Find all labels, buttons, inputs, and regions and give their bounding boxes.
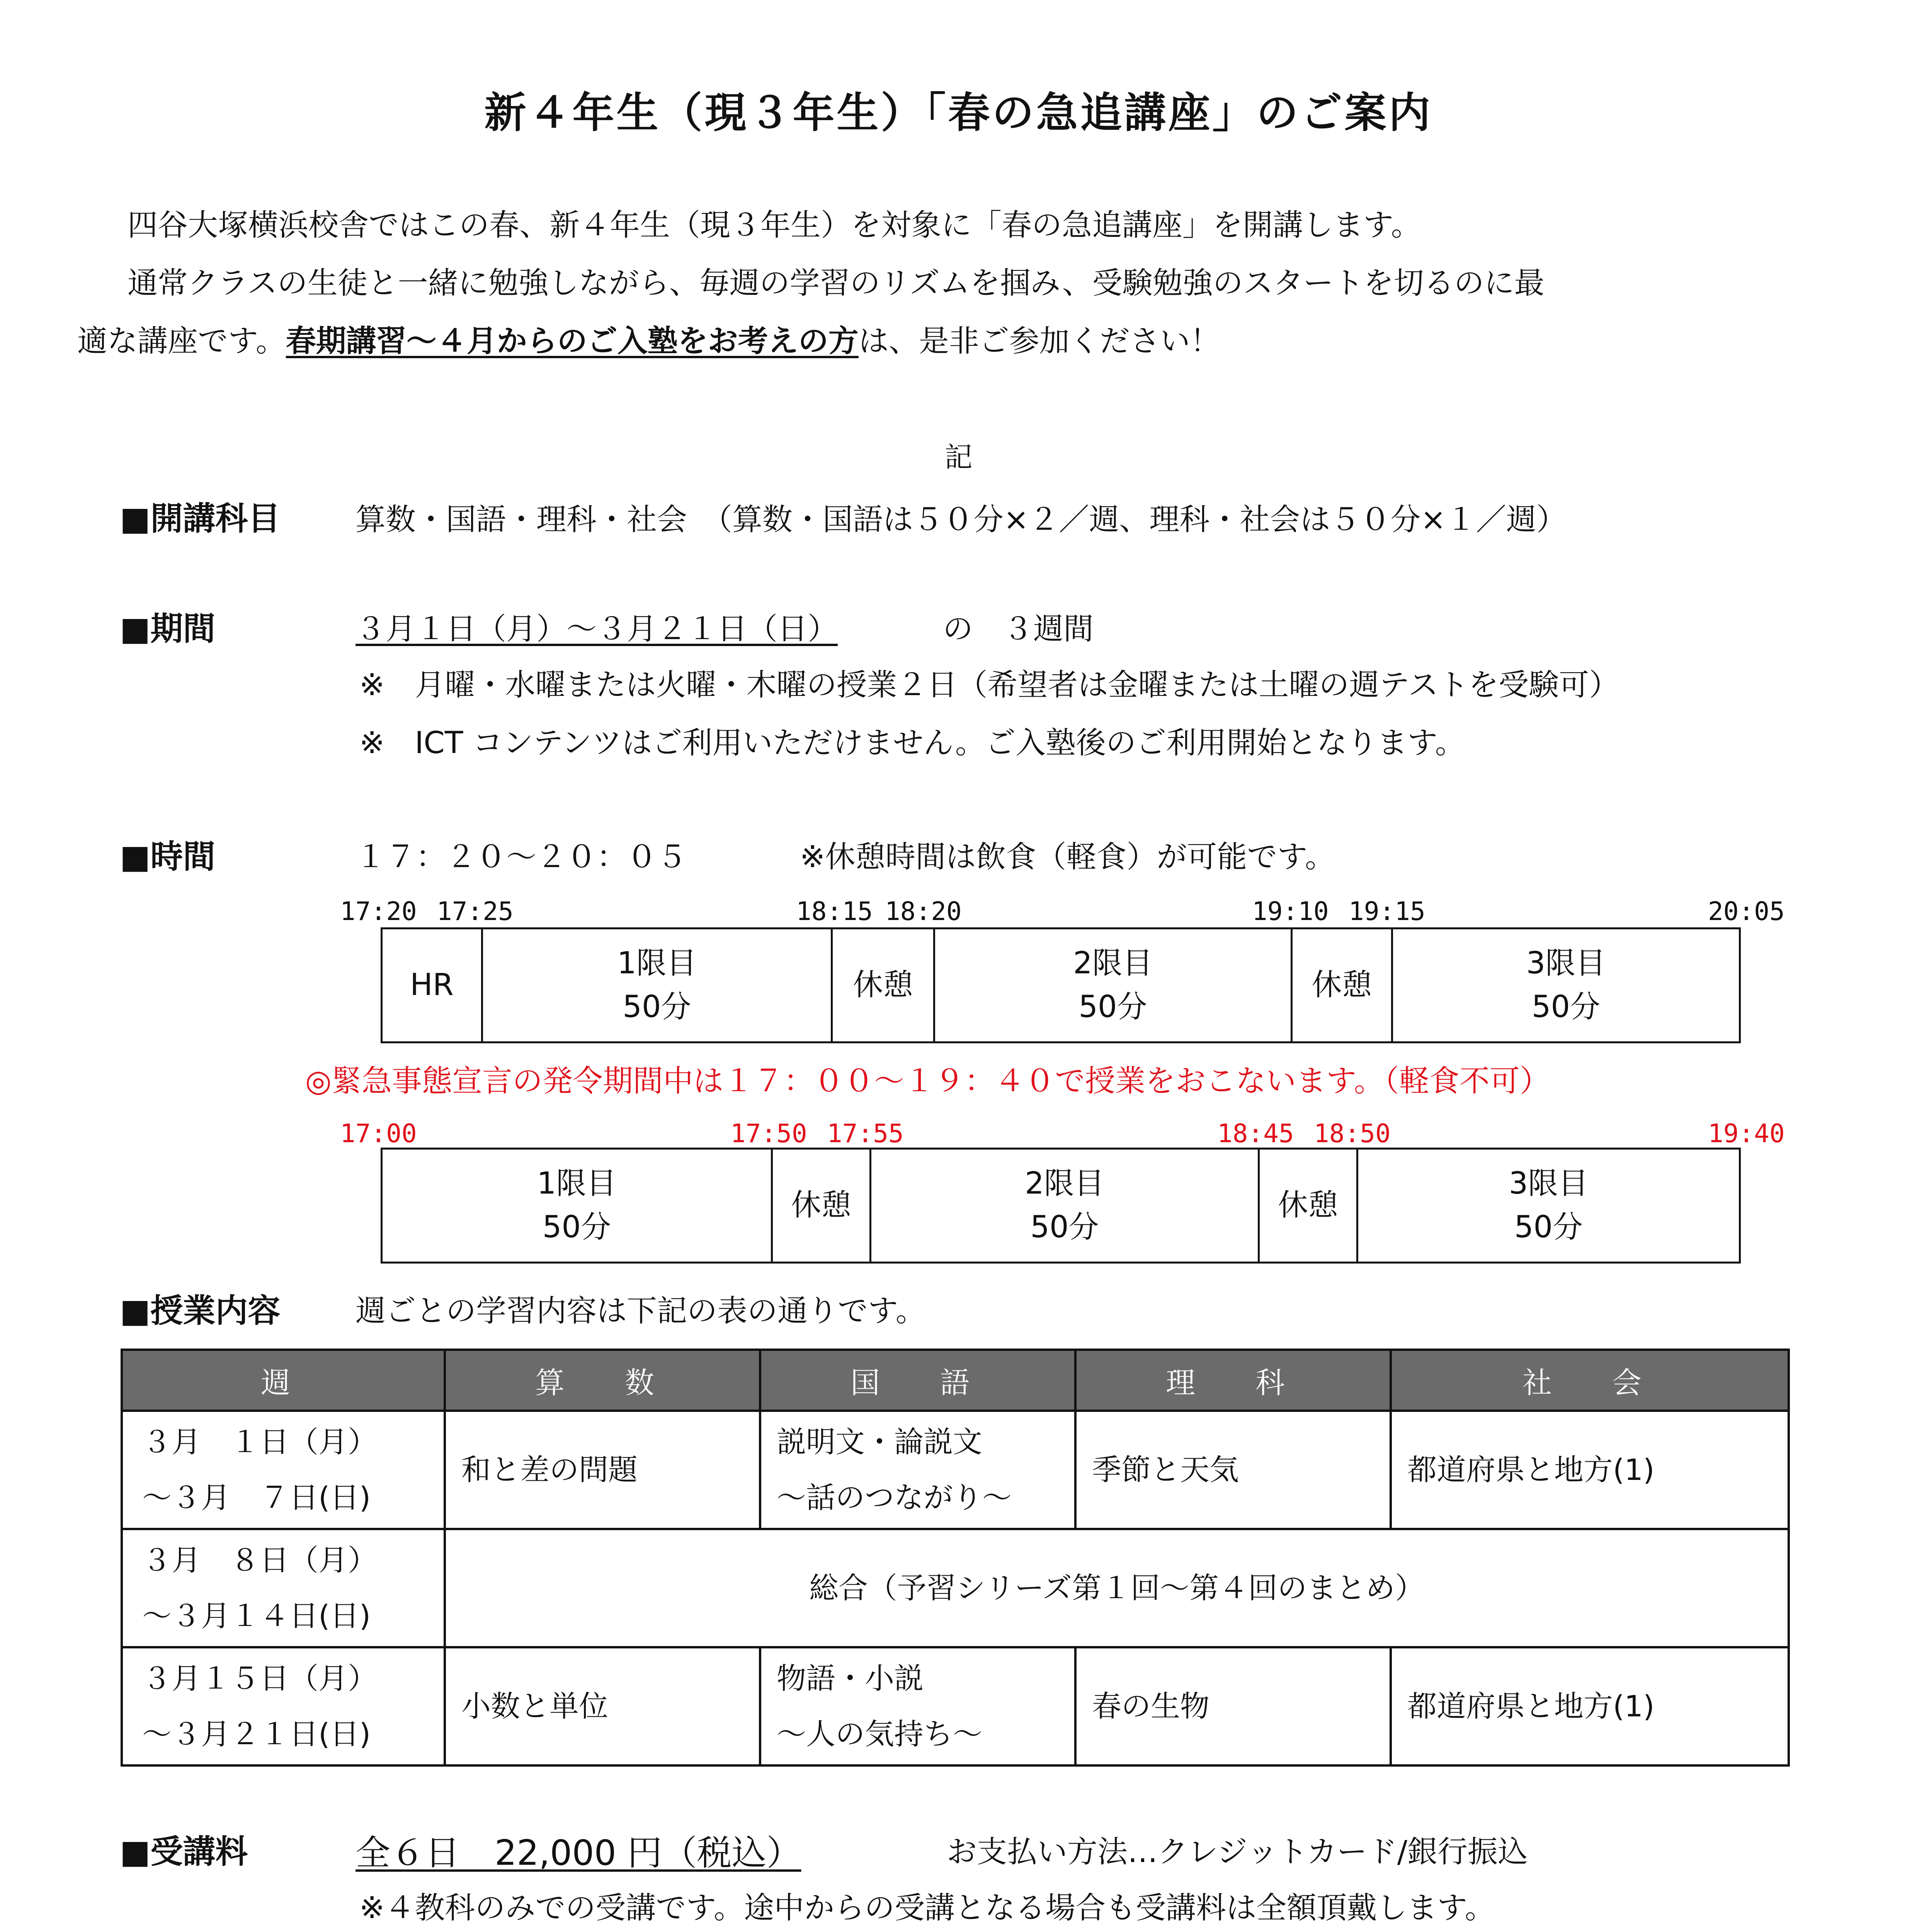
schedule-table — [121, 1349, 1790, 1767]
period-dates: ３月１日（月）～３月２１日（日） — [356, 612, 838, 646]
cell-label: 休憩 — [1277, 1188, 1338, 1223]
fee-payment: お支払い方法…クレジットカード/銀行振込 — [947, 1835, 1528, 1869]
week-cell — [122, 1647, 445, 1765]
week-cell — [122, 1411, 445, 1529]
time-heading: ■時間 — [120, 838, 216, 876]
timeline-cell-period1 — [483, 929, 833, 1041]
header-science: 理 科 — [1075, 1350, 1391, 1411]
table-row — [122, 1647, 1789, 1765]
cell-duration: 50分 — [1531, 990, 1601, 1024]
intro-text: 適な講座です。 — [77, 324, 286, 359]
intro-emphasis: 春期講習～４月からのご入塾をお考えの方 — [286, 324, 859, 359]
timeline-cell-period3 — [1393, 929, 1739, 1041]
time-range: １７：２０～２０：０５ — [356, 840, 687, 874]
timeline1-tick: 20:05 — [1708, 896, 1785, 926]
timeline-cell-period1 — [383, 1150, 773, 1262]
timeline1-tick: 18:20 — [885, 896, 962, 926]
cell-label: 休憩 — [791, 1188, 851, 1223]
table-header-row — [122, 1350, 1789, 1411]
timeline-cell-period2 — [871, 1150, 1260, 1262]
ki-mark: 記 — [944, 441, 973, 473]
japanese-topic: 物語・小説 — [777, 1661, 924, 1696]
table-row — [122, 1411, 1789, 1529]
week-start: ３月１５日（月） — [142, 1661, 377, 1696]
subjects-heading: ■開講科目 — [120, 500, 281, 537]
cell-label: 休憩 — [1311, 968, 1372, 1003]
cell-duration: 50分 — [1514, 1210, 1583, 1245]
timeline-cell-break — [773, 1150, 871, 1262]
timeline-cell-break — [1293, 929, 1393, 1041]
week-start: ３月 １日（月） — [142, 1424, 377, 1459]
japanese-cell — [760, 1647, 1075, 1765]
intro-line-2: 通常クラスの生徒と一緒に勉強しながら、毎週の学習のリズムを掴み、受験勉強のスタートを切るのに最 — [128, 266, 1544, 301]
period-suffix: の ３週間 — [943, 612, 1094, 646]
fee-heading: ■受講料 — [120, 1833, 248, 1871]
timeline2-tick: 18:50 — [1314, 1119, 1391, 1148]
social-cell: 都道府県と地方(1) — [1391, 1647, 1789, 1765]
header-social: 社 会 — [1391, 1350, 1789, 1411]
subjects-text: 算数・国語・理科・社会 （算数・国語は５０分×２／週、理科・社会は５０分×１／週） — [356, 502, 1567, 537]
period-heading: ■期間 — [120, 610, 216, 648]
emergency-note: ◎緊急事態宣言の発令期間中は１７：００～１９：４０で授業をおこないます。（軽食不可） — [305, 1064, 1550, 1099]
week-end: ～３月 ７日(日) — [142, 1480, 371, 1515]
review-cell: 総合（予習シリーズ第１回～第４回のまとめ） — [445, 1529, 1789, 1647]
japanese-cell — [760, 1411, 1075, 1529]
week-start: ３月 ８日（月） — [142, 1543, 377, 1577]
period-note-2: ※ ICT コンテンツはご利用いただけません。ご入塾後のご利用開始となります。 — [359, 726, 1465, 760]
intro-text-end: は、是非ご参加ください！ — [858, 324, 1220, 359]
fee-amount: 全６日 22,000 円（税込） — [356, 1833, 801, 1873]
science-cell: 季節と天気 — [1075, 1411, 1391, 1529]
table-row — [122, 1529, 1789, 1647]
timeline-cell-break — [1260, 1150, 1358, 1262]
cell-duration: 50分 — [1030, 1210, 1099, 1245]
timeline-cell-hr — [383, 929, 483, 1041]
intro-line-3 — [77, 317, 1220, 360]
math-cell: 小数と単位 — [445, 1647, 760, 1765]
header-japanese: 国 語 — [760, 1350, 1075, 1411]
timeline2-tick: 17:00 — [340, 1119, 417, 1148]
content-text: 週ごとの学習内容は下記の表の通りです。 — [356, 1294, 926, 1328]
cell-label: 休憩 — [852, 968, 913, 1003]
japanese-subtopic: ～話のつながり～ — [777, 1480, 1012, 1515]
header-math: 算 数 — [445, 1350, 760, 1411]
content-heading: ■授業内容 — [120, 1292, 281, 1330]
cell-label: 1限目 — [537, 1166, 617, 1201]
week-end: ～３月１４日(日) — [142, 1599, 371, 1633]
fee-note: ※４教科のみでの受講です。途中からの受講となる場合も受講料は全額頂戴します。 — [359, 1891, 1495, 1925]
japanese-subtopic: ～人の気持ち～ — [777, 1717, 982, 1751]
timeline2-tick: 19:40 — [1708, 1119, 1785, 1148]
cell-label: 1限目 — [617, 946, 697, 981]
cell-label: HR — [410, 968, 454, 1003]
cell-label: 3限目 — [1509, 1166, 1589, 1201]
page-title: 新４年生（現３年生）「春の急追講座」のご案内 — [484, 89, 1433, 137]
header-week: 週 — [122, 1350, 445, 1411]
timeline1-tick: 17:25 — [437, 896, 514, 926]
timeline1-tick: 17:20 — [340, 896, 417, 926]
timeline-emergency — [381, 1148, 1741, 1264]
timeline1-tick: 19:10 — [1252, 896, 1329, 926]
timeline2-tick: 17:55 — [827, 1119, 904, 1148]
japanese-topic: 説明文・論説文 — [777, 1424, 982, 1459]
week-cell — [122, 1529, 445, 1647]
time-note: ※休憩時間は飲食（軽食）が可能です。 — [800, 840, 1335, 874]
cell-duration: 50分 — [623, 990, 691, 1024]
period-note-1: ※ 月曜・水曜または火曜・木曜の授業２日（希望者は金曜または土曜の週テストを受験可） — [359, 668, 1619, 702]
science-cell: 春の生物 — [1075, 1647, 1391, 1765]
timeline2-tick: 18:45 — [1217, 1119, 1294, 1148]
cell-label: 2限目 — [1025, 1166, 1104, 1201]
timeline-cell-break — [833, 929, 935, 1041]
timeline-normal — [381, 927, 1741, 1043]
timeline2-tick: 17:50 — [730, 1119, 807, 1148]
cell-duration: 50分 — [542, 1210, 611, 1245]
intro-line-1: 四谷大塚横浜校舎ではこの春、新４年生（現３年生）を対象に「春の急追講座」を開講します。 — [128, 208, 1421, 243]
social-cell: 都道府県と地方(1) — [1391, 1411, 1789, 1529]
timeline1-tick: 18:15 — [796, 896, 873, 926]
timeline1-tick: 19:15 — [1349, 896, 1425, 926]
math-cell: 和と差の問題 — [445, 1411, 760, 1529]
week-end: ～３月２１日(日) — [142, 1717, 371, 1751]
cell-duration: 50分 — [1078, 990, 1147, 1024]
timeline-cell-period3 — [1358, 1150, 1739, 1262]
cell-label: 3限目 — [1526, 946, 1606, 981]
timeline-cell-period2 — [935, 929, 1293, 1041]
cell-label: 2限目 — [1073, 946, 1153, 981]
